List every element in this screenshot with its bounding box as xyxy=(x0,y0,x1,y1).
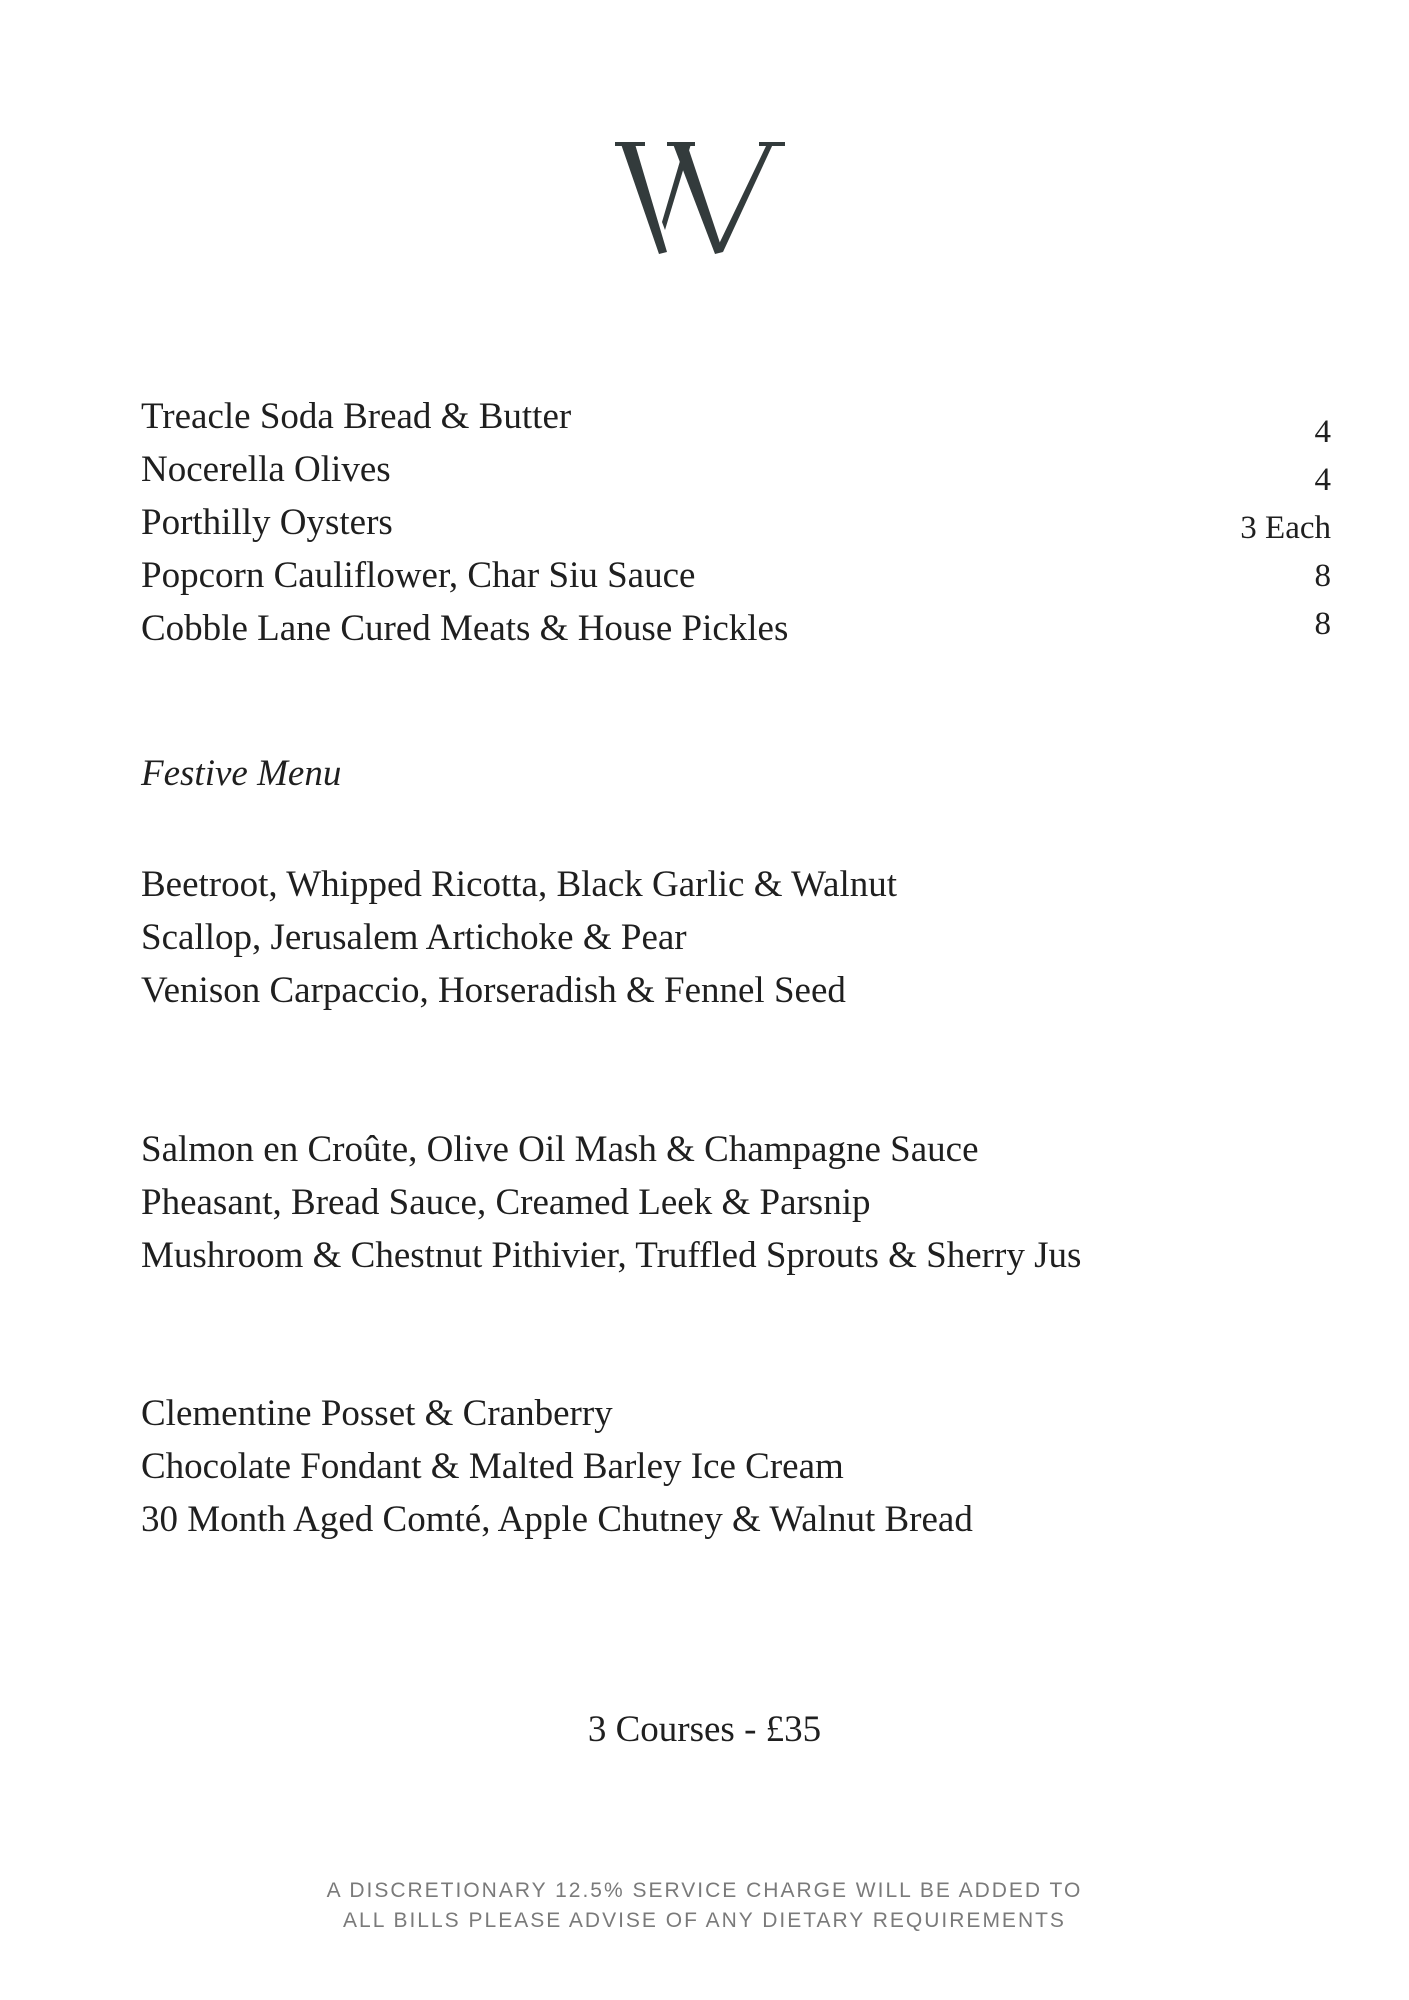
main-item: Mushroom & Chestnut Pithivier, Truffled Sprouts & Sherry Jus xyxy=(141,1235,1082,1276)
snack-item-name: Popcorn Cauliflower, Char Siu Sauce xyxy=(141,555,696,596)
snack-names xyxy=(141,390,1331,655)
mains-list xyxy=(141,1123,1081,1282)
snack-item-price: 4 xyxy=(1314,414,1331,450)
snack-item-name: Porthilly Oysters xyxy=(141,502,393,543)
starter-item: Venison Carpaccio, Horseradish & Fennel Seed xyxy=(141,970,846,1011)
snacks-section xyxy=(141,390,1331,655)
festive-price: 3 Courses - £35 xyxy=(587,1709,822,1750)
dessert-item: 30 Month Aged Comté, Apple Chutney & Walnut Bread xyxy=(141,1499,973,1540)
desserts-list xyxy=(141,1387,973,1546)
snack-item-price: 3 Each xyxy=(1240,510,1331,546)
snack-item-name: Cobble Lane Cured Meats & House Pickles xyxy=(141,608,789,649)
snack-item-name: Nocerella Olives xyxy=(141,449,391,490)
starter-item: Scallop, Jerusalem Artichoke & Pear xyxy=(141,917,687,958)
footer-line-1: A DISCRETIONARY 12.5% SERVICE CHARGE WILL BE ADDED TO xyxy=(326,1879,1083,1902)
service-charge-notice xyxy=(0,1876,1409,1936)
festive-menu-title: Festive Menu xyxy=(141,753,342,794)
snack-item-price: 8 xyxy=(1314,558,1331,594)
snack-item-price: 8 xyxy=(1314,606,1331,642)
main-item: Salmon en Croûte, Olive Oil Mash & Champagne Sauce xyxy=(141,1129,979,1170)
starters-list xyxy=(141,858,897,1017)
snack-item-name: Treacle Soda Bread & Butter xyxy=(141,396,572,437)
starter-item: Beetroot, Whipped Ricotta, Black Garlic & Walnut xyxy=(141,864,898,905)
snack-prices xyxy=(1240,408,1331,648)
restaurant-logo xyxy=(0,140,1409,270)
main-item: Pheasant, Bread Sauce, Creamed Leek & Parsnip xyxy=(141,1182,871,1223)
w-logo-icon xyxy=(615,140,795,260)
snack-item-price: 4 xyxy=(1314,462,1331,498)
dessert-item: Clementine Posset & Cranberry xyxy=(141,1393,613,1434)
footer-line-2: ALL BILLS PLEASE ADVISE OF ANY DIETARY REQUIREMENTS xyxy=(343,1909,1066,1932)
dessert-item: Chocolate Fondant & Malted Barley Ice Cream xyxy=(141,1446,844,1487)
